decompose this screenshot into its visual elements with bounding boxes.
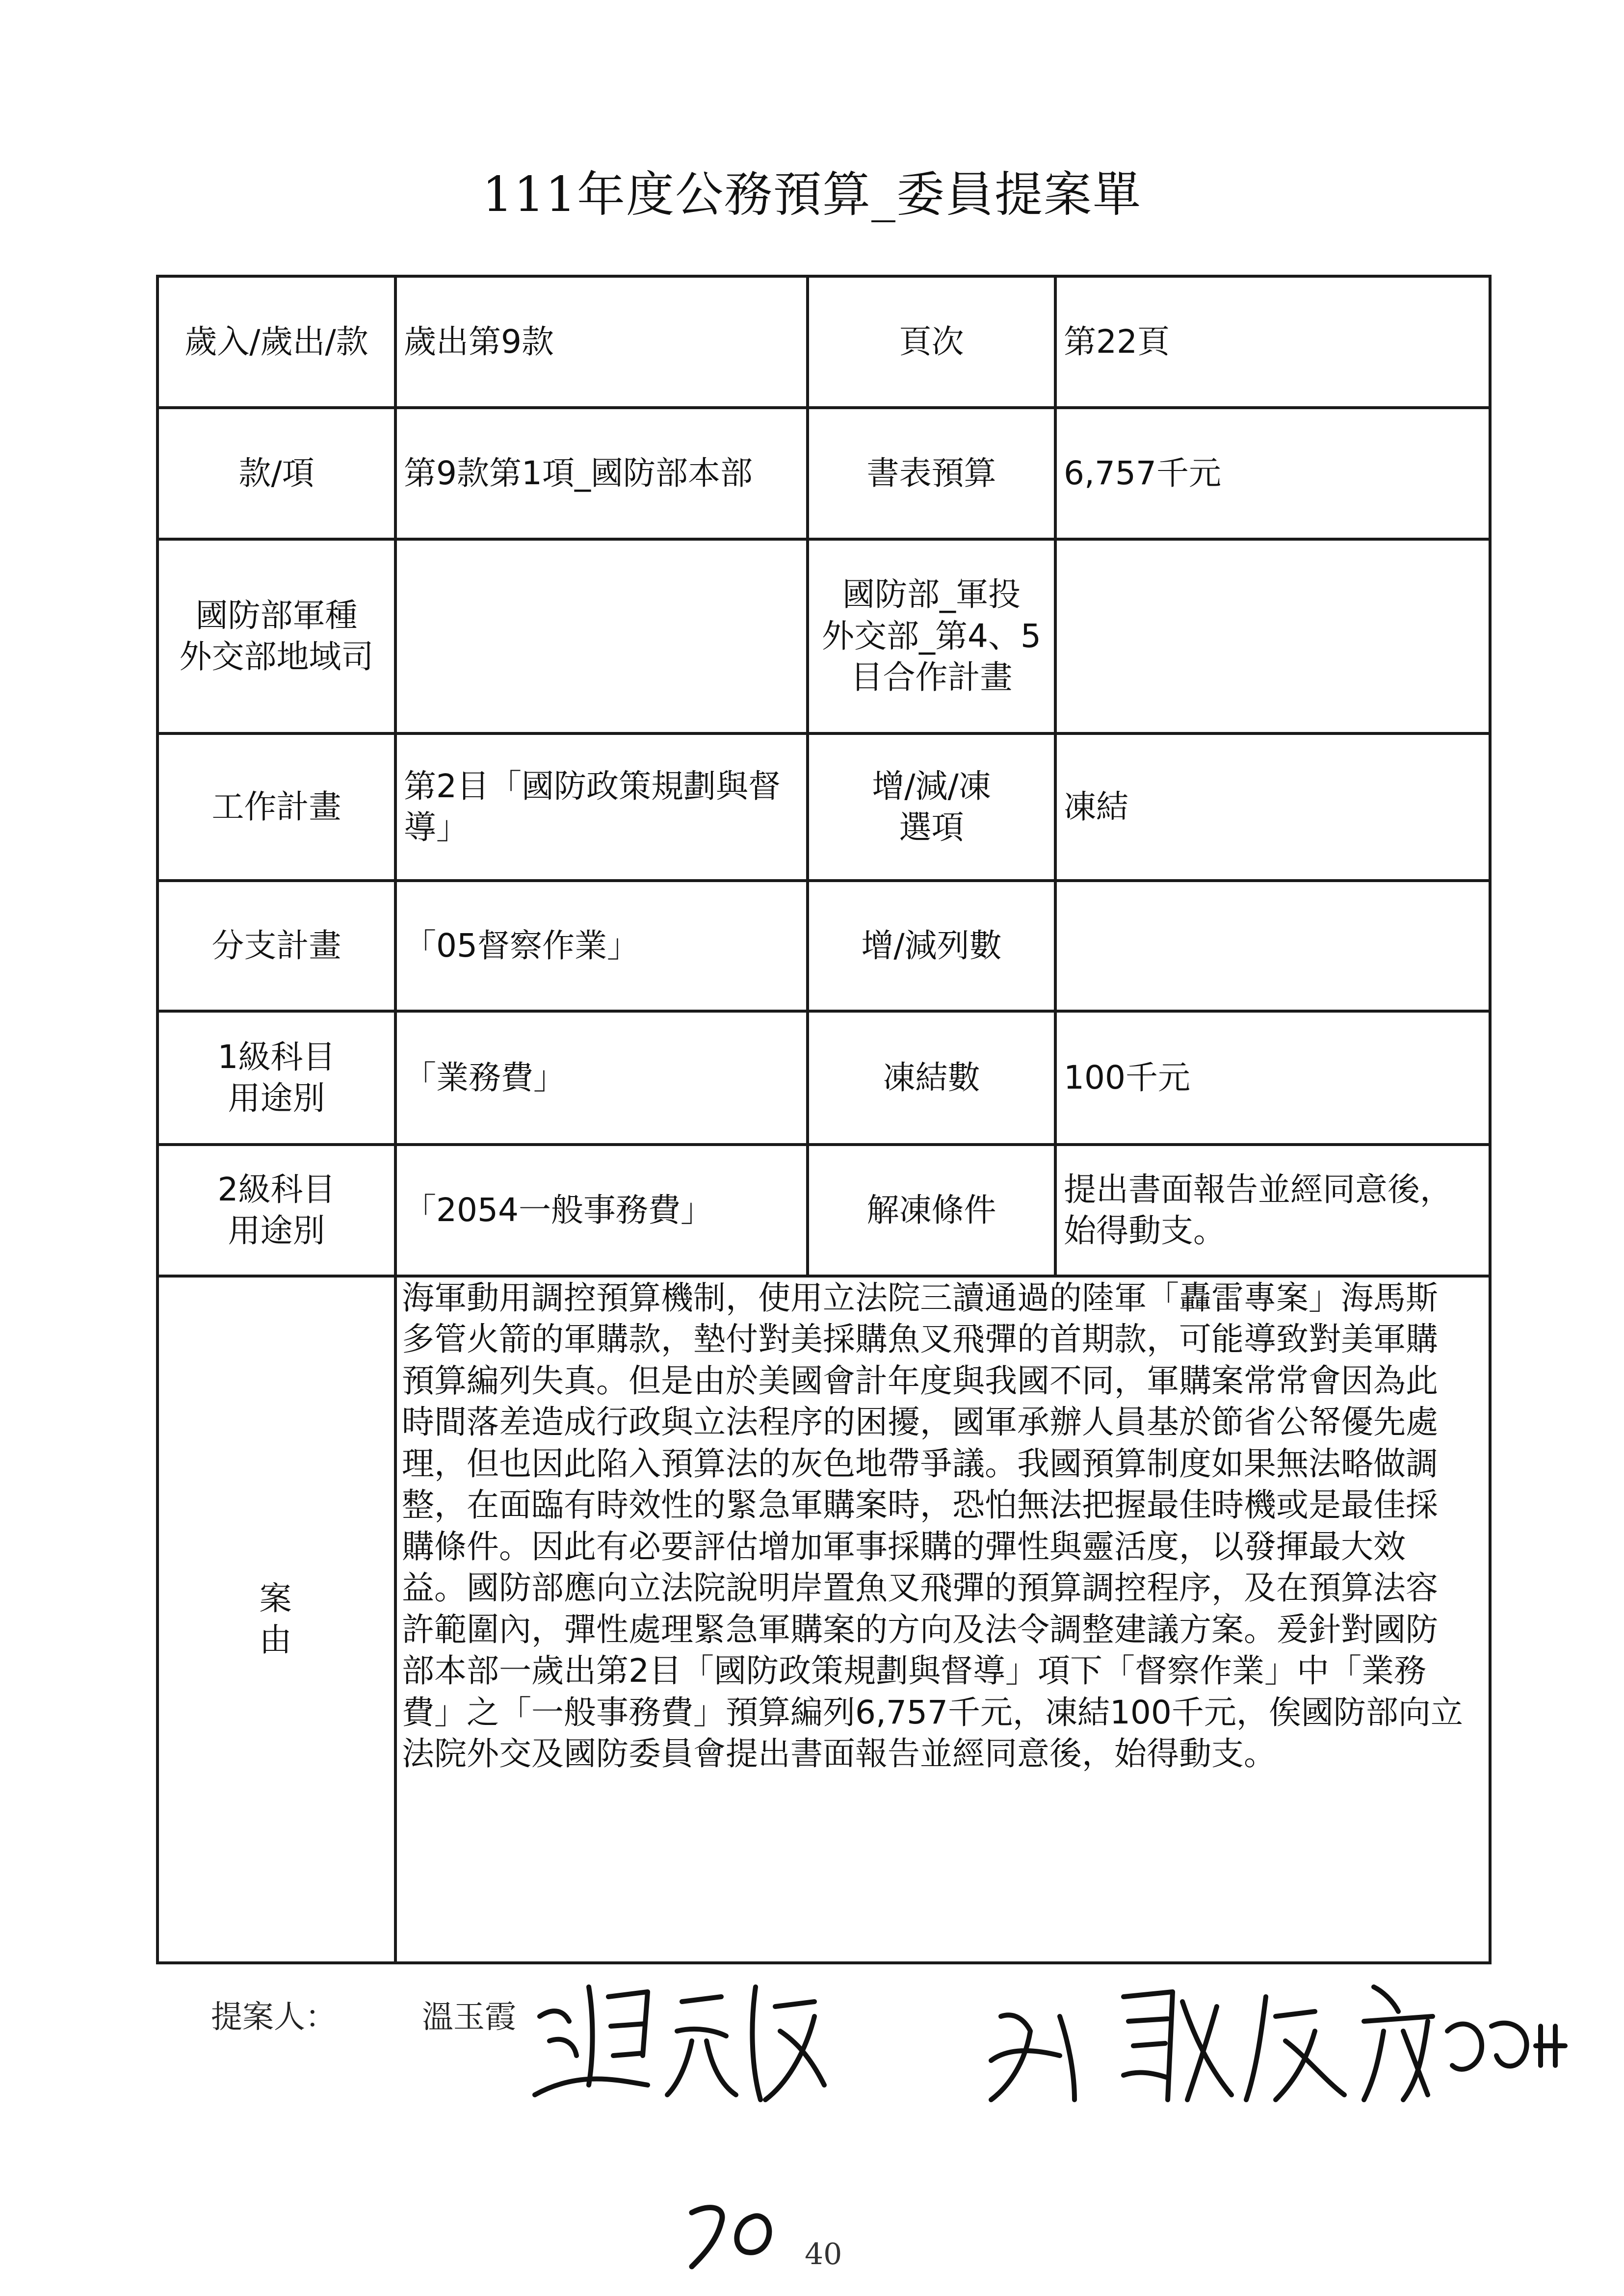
table-row (157, 276, 1490, 408)
value-cell: 「05督察作業」 (395, 881, 808, 1011)
table-row (157, 1145, 1490, 1276)
label-cell: 解凍條件 (808, 1145, 1055, 1276)
value-cell: 6,757千元 (1055, 408, 1490, 539)
label-cell (808, 539, 1055, 733)
value-cell (395, 539, 808, 733)
value-cell: 凍結 (1055, 733, 1490, 881)
proposal-table (156, 275, 1492, 1964)
reason-line: 法院外交及國防委員會提出書面報告並經同意後，始得動支。 (402, 1735, 1276, 1773)
label-line: 增/減/凍 (872, 767, 991, 805)
value-cell: 第9款第1項_國防部本部 (395, 408, 808, 539)
reason-line: 整，在面臨有時效性的緊急軍購案時，恐怕無法把握最佳時機或是最佳採 (402, 1486, 1438, 1524)
table-row (157, 408, 1490, 539)
handwritten-signatures (520, 1957, 1599, 2119)
label-line: 2級科目 (217, 1170, 336, 1208)
reason-line: 費」之「一般事務費」預算編列6,757千元，凍結100千元，俟國防部向立 (402, 1693, 1463, 1731)
reason-line: 益。國防部應向立法院說明岸置魚叉飛彈的預算調控程序，及在預算法容 (402, 1569, 1438, 1607)
value-cell: 第22頁 (1055, 276, 1490, 408)
label-cell: 款/項 (157, 408, 395, 539)
label-line: 國防部_軍投 (842, 575, 1021, 614)
label-cell: 工作計畫 (157, 733, 395, 881)
value-cell: 100千元 (1055, 1011, 1490, 1145)
label-line: 外交部_第4、5 (822, 617, 1041, 655)
label-line: 用途別 (228, 1079, 325, 1117)
label-cell: 書表預算 (808, 408, 1055, 539)
label-cell: 凍結數 (808, 1011, 1055, 1145)
value-cell (1055, 539, 1490, 733)
value-cell: 「2054一般事務費」 (395, 1145, 808, 1276)
value-cell: 提出書面報告並經同意後，始得動支。 (1055, 1145, 1490, 1276)
label-cell (157, 539, 395, 733)
reason-row (157, 1276, 1490, 1963)
reason-line: 多管火箭的軍購款，墊付對美採購魚叉飛彈的首期款，可能導致對美軍購 (402, 1320, 1438, 1358)
label-line: 目合作計畫 (850, 658, 1013, 697)
label-line: 國防部軍種 (195, 596, 358, 634)
label-line: 外交部地域司 (179, 638, 374, 676)
reason-line: 預算編列失真。但是由於美國會計年度與我國不同，軍購案常常會因為此 (402, 1361, 1438, 1400)
table-row (157, 539, 1490, 733)
label-cell (808, 733, 1055, 881)
reason-body (395, 1276, 1490, 1963)
reason-line: 許範圍內，彈性處理緊急軍購案的方向及法令調整建議方案。爰針對國防 (402, 1610, 1438, 1648)
reason-line: 理，但也因此陷入預算法的灰色地帶爭議。我國預算制度如果無法略做調 (402, 1444, 1438, 1483)
page-number: 40 (805, 2237, 842, 2271)
label-cell: 增/減列數 (808, 881, 1055, 1011)
reason-line: 購條件。因此有必要評估增加軍事採購的彈性與靈活度，以發揮最大效 (402, 1527, 1406, 1565)
page-title: 111年度公務預算_委員提案單 (482, 167, 1142, 223)
reason-label: 案由 (157, 1276, 395, 1963)
proposer-label: 提案人： (211, 1999, 337, 2035)
reason-line: 時間落差造成行政與立法程序的困擾，國軍承辦人員基於節省公帑優先處 (402, 1403, 1438, 1441)
value-cell: 第2目「國防政策規劃與督導」 (395, 733, 808, 881)
label-line: 1級科目 (217, 1038, 336, 1076)
label-cell: 頁次 (808, 276, 1055, 408)
handwritten-page-mark (682, 2193, 800, 2271)
label-cell (157, 1011, 395, 1145)
value-cell (1055, 881, 1490, 1011)
label-line: 選項 (899, 809, 964, 846)
table-row (157, 881, 1490, 1011)
value-cell: 「業務費」 (395, 1011, 808, 1145)
table-row (157, 1011, 1490, 1145)
reason-line: 海軍動用調控預算機制，使用立法院三讀通過的陸軍「轟雷專案」海馬斯 (402, 1279, 1438, 1317)
label-line: 用途別 (228, 1212, 325, 1250)
label-cell: 歲入/歲出/款 (157, 276, 395, 408)
proposer-name: 溫玉霞 (422, 1999, 516, 2035)
label-cell: 分支計畫 (157, 881, 395, 1011)
label-cell (157, 1145, 395, 1276)
value-cell: 歲出第9款 (395, 276, 808, 408)
reason-line: 部本部一歲出第2目「國防政策規劃與督導」項下「督察作業」中「業務 (402, 1652, 1426, 1690)
table-row (157, 733, 1490, 881)
